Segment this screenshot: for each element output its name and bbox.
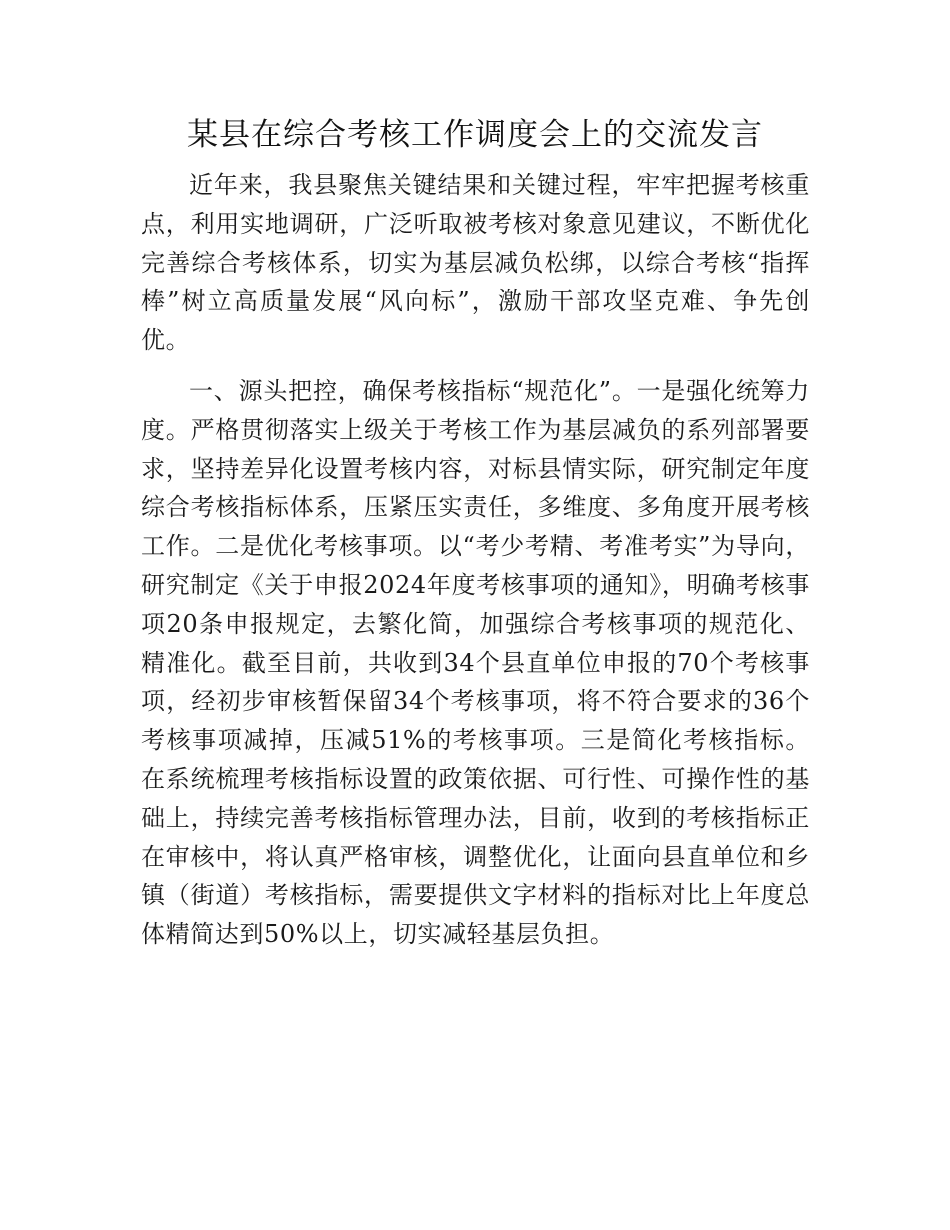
document-title: 某县在综合考核工作调度会上的交流发言 bbox=[187, 117, 763, 153]
document-body bbox=[141, 166, 810, 954]
intro-paragraph: 近年来，我县聚焦关键结果和关键过程，牢牢把握考核重点，利用实地调研，广泛听取被考核对象意见建议，不断优化完善综合考核体系，切实为基层减负松绑，以综合考核“指挥棒”树立高质量发展“风向标”，激励干部攻坚克难、争先创优。 bbox=[141, 171, 810, 355]
section-one-paragraph: 一、源头把控，确保考核指标“规范化”。一是强化统筹力度。严格贯彻落实上级关于考核工作为基层减负的系列部署要求，坚持差异化设置考核内容，对标县情实际，研究制定年度综合考核指标体系，压紧压实责任，多维度、多角度开展考核工作。二是优化考核事项。以“考少考精、考准考实”为导向，研究制定《关于申报2024年度考核事项的通知》，明确考核事项20条申报规定，去繁化简，加强综合考核事项的规范化、精准化。截至目前，共收到34个县直单位申报的70个考核事项，经初步审核暂保留34个考核事项，将不符合要求的36个考核事项减掉，压减51%的考核事项。三是简化考核指标。在系统梳理考核指标设置的政策依据、可行性、可操作性的基础上，持续完善考核指标管理办法，目前，收到的考核指标正在审核中，将认真严格审核，调整优化，让面向县直单位和乡镇（街道）考核指标，需要提供文字材料的指标对比上年度总体精简达到50%以上，切实减轻基层负担。 bbox=[141, 376, 810, 949]
